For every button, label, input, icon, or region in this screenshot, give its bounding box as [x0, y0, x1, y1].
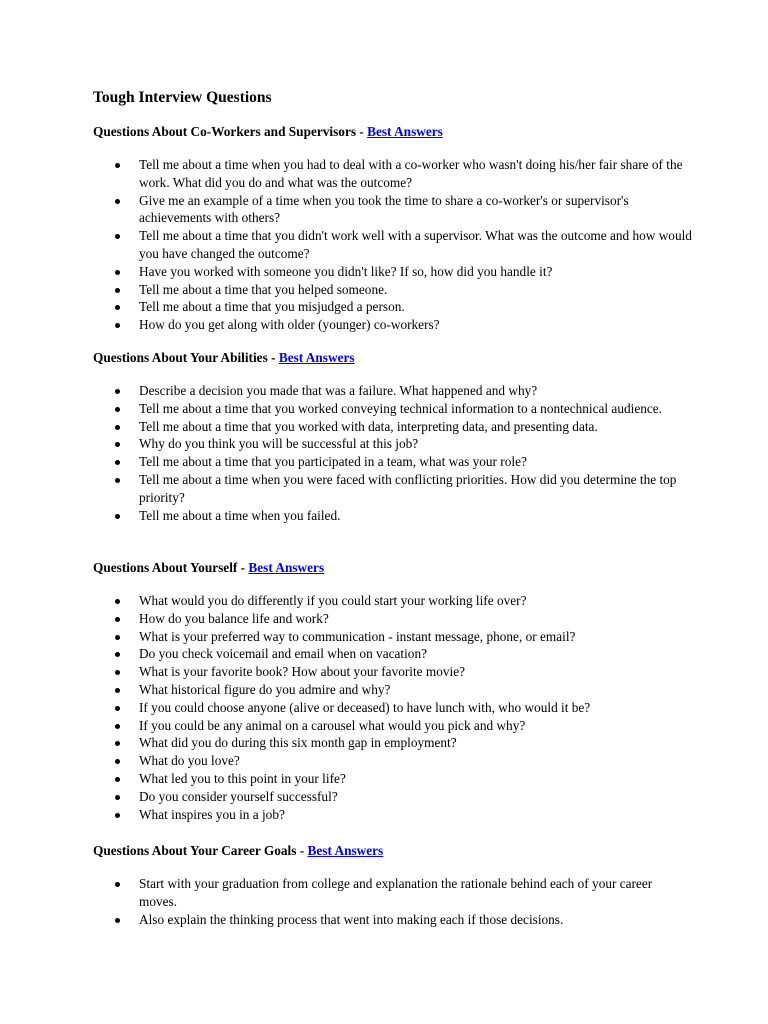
bullet-icon — [115, 199, 120, 204]
list-item — [93, 645, 693, 663]
list-item — [93, 316, 693, 334]
section-heading — [93, 559, 693, 577]
bullet-icon — [115, 599, 120, 604]
bullet-icon — [115, 652, 120, 657]
section-yourself — [93, 559, 693, 823]
bullet-icon — [115, 813, 120, 818]
question-text: Tell me about a time that you participated in a team, what was your role? — [139, 454, 527, 470]
bullet-icon — [115, 724, 120, 729]
list-item — [93, 453, 693, 471]
bullet-icon — [115, 688, 120, 693]
list-item — [93, 717, 693, 735]
question-text: Tell me about a time that you worked with data, interpreting data, and presenting data. — [139, 418, 598, 434]
bullet-icon — [115, 460, 120, 465]
section-heading-text: Questions About Yourself - — [93, 560, 249, 575]
best-answers-link[interactable]: Best Answers — [307, 843, 384, 858]
section-abilities — [93, 349, 693, 524]
question-text: Tell me about a time when you had to deal with a co-worker who wasn't doing his/her fair share of the work. What did you do and what was the outcome? — [139, 157, 683, 190]
bullet-icon — [115, 425, 120, 430]
question-text: Tell me about a time that you didn't work well with a supervisor. What was the outcome and how would you have changed the outcome? — [139, 228, 692, 261]
list-item — [93, 734, 693, 752]
list-item — [93, 628, 693, 646]
question-text: Why do you think you will be successful at this job? — [139, 436, 419, 452]
question-text: Have you worked with someone you didn't like? If so, how did you handle it? — [139, 263, 553, 279]
question-text: How do you balance life and work? — [139, 610, 329, 626]
question-list — [93, 382, 693, 524]
bullet-icon — [115, 389, 120, 394]
question-text: What historical figure do you admire and why? — [139, 681, 391, 697]
list-item — [93, 435, 693, 453]
section-heading-text: Questions About Your Career Goals - — [93, 843, 308, 858]
bullet-icon — [115, 635, 120, 640]
bullet-icon — [115, 288, 120, 293]
list-item — [93, 227, 693, 263]
section-coworkers — [93, 123, 693, 334]
list-item — [93, 281, 693, 299]
bullet-icon — [115, 759, 120, 764]
list-item — [93, 911, 693, 929]
list-item — [93, 507, 693, 525]
bullet-icon — [115, 407, 120, 412]
list-item — [93, 298, 693, 316]
question-text: What inspires you in a job? — [139, 806, 285, 822]
question-text: What do you love? — [139, 753, 240, 769]
list-item — [93, 788, 693, 806]
list-item — [93, 418, 693, 436]
bullet-icon — [115, 305, 120, 310]
list-item — [93, 263, 693, 281]
section-heading — [93, 123, 693, 141]
question-text: Do you check voicemail and email when on vacation? — [139, 646, 427, 662]
bullet-icon — [115, 741, 120, 746]
list-item — [93, 471, 693, 507]
list-item — [93, 681, 693, 699]
question-text: Tell me about a time when you failed. — [139, 507, 341, 523]
question-text: Do you consider yourself successful? — [139, 788, 338, 804]
bullet-icon — [115, 323, 120, 328]
question-list — [93, 875, 693, 928]
list-item — [93, 610, 693, 628]
section-heading-text: Questions About Your Abilities - — [93, 350, 279, 365]
list-item — [93, 592, 693, 610]
question-text: Tell me about a time that you misjudged a person. — [139, 299, 405, 315]
question-text: How do you get along with older (younger) co-workers? — [139, 317, 440, 333]
bullet-icon — [115, 617, 120, 622]
question-text: What would you do differently if you could start your working life over? — [139, 593, 527, 608]
question-text: Start with your graduation from college and explanation the rationale behind each of your career moves. — [139, 876, 653, 909]
bullet-icon — [115, 706, 120, 711]
question-text: If you could be any animal on a carousel what would you pick and why? — [139, 717, 526, 733]
bullet-icon — [115, 478, 120, 483]
question-list — [93, 156, 693, 334]
bullet-icon — [115, 918, 120, 923]
section-heading — [93, 842, 693, 860]
bullet-icon — [115, 777, 120, 782]
bullet-icon — [115, 234, 120, 239]
bullet-icon — [115, 270, 120, 275]
list-item — [93, 663, 693, 681]
question-text: Also explain the thinking process that went into making each if those decisions. — [139, 911, 564, 927]
question-text: Tell me about a time that you worked conveying technical information to a nontechnical audience. — [139, 400, 663, 416]
question-text: What led you to this point in your life? — [139, 770, 346, 786]
question-text: Tell me about a time when you were faced with conflicting priorities. How did you determine the top priority? — [139, 471, 677, 505]
list-item — [93, 192, 693, 228]
question-list — [93, 592, 693, 823]
list-item — [93, 752, 693, 770]
question-text: What is your favorite book? How about your favorite movie? — [139, 664, 466, 680]
list-item — [93, 806, 693, 824]
question-text: Tell me about a time that you helped someone. — [139, 281, 388, 297]
list-item — [93, 699, 693, 717]
bullet-icon — [115, 163, 120, 168]
best-answers-link[interactable]: Best Answers — [278, 350, 355, 365]
list-item — [93, 770, 693, 788]
section-career-goals — [93, 842, 693, 928]
best-answers-link[interactable]: Best Answers — [248, 560, 325, 575]
section-heading-text: Questions About Co-Workers and Supervisors - — [93, 124, 368, 139]
list-item — [93, 875, 693, 911]
bullet-icon — [115, 442, 120, 447]
question-text: Describe a decision you made that was a failure. What happened and why? — [139, 383, 538, 398]
bullet-icon — [115, 795, 120, 800]
list-item — [93, 382, 693, 400]
question-text: If you could choose anyone (alive or deceased) to have lunch with, who would it be? — [139, 699, 591, 715]
bullet-icon — [115, 514, 120, 519]
list-item — [93, 156, 693, 192]
bullet-icon — [115, 882, 120, 887]
list-item — [93, 400, 693, 418]
question-text: What is your preferred way to communication - instant message, phone, or email? — [139, 628, 576, 644]
document-title: Tough Interview Questions — [93, 89, 272, 106]
question-text: Give me an example of a time when you took the time to share a co-worker's or supervisor's achievements with others? — [139, 192, 629, 226]
question-text: What did you do during this six month gap in employment? — [139, 735, 457, 751]
section-heading — [93, 349, 693, 367]
bullet-icon — [115, 670, 120, 675]
best-answers-link[interactable]: Best Answers — [367, 124, 443, 139]
